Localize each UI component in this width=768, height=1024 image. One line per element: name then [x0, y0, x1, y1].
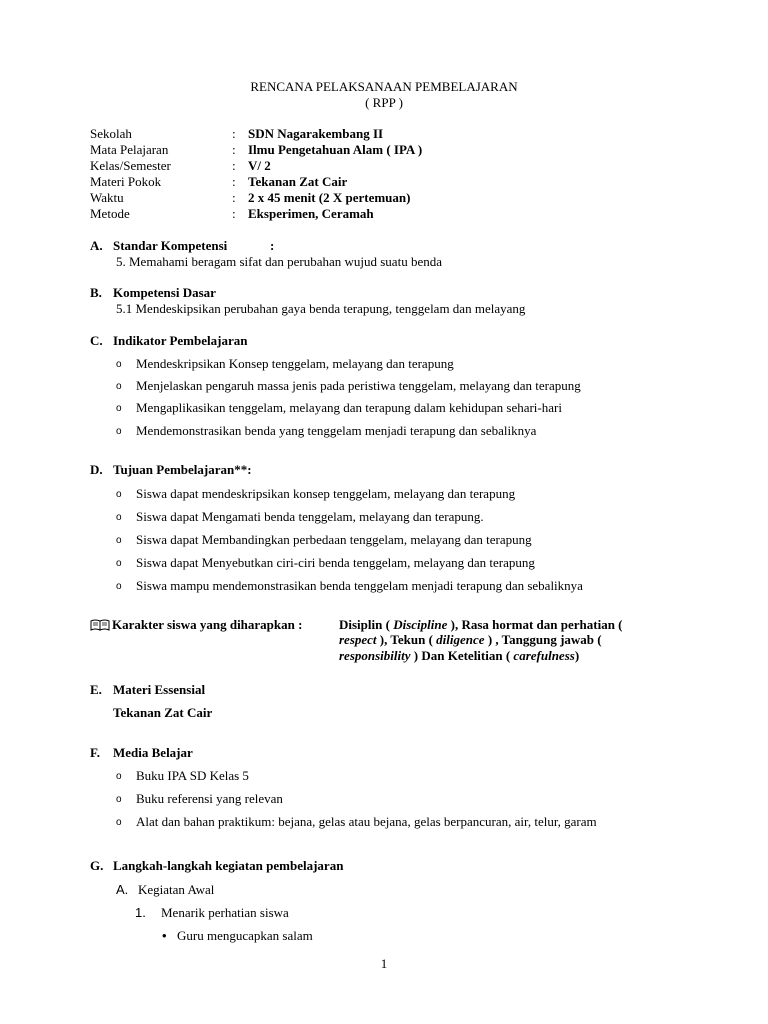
info-label: Waktu: [90, 190, 124, 205]
karakter-line-1: Disiplin ( Discipline ), Rasa hormat dan perhatian (: [339, 617, 623, 632]
info-label: Mata Pelajaran: [90, 142, 169, 157]
info-colon: :: [232, 142, 236, 157]
section-g-num: 1.: [135, 905, 146, 920]
section-e-text: Tekanan Zat Cair: [113, 705, 213, 720]
section-a-letter: A.: [90, 238, 103, 253]
section-b-text: 5.1 Mendeskipsikan perubahan gaya benda terapung, tenggelam dan melayang: [116, 301, 526, 316]
section-f-letter: F.: [90, 745, 100, 760]
list-item: Alat dan bahan praktikum: bejana, gelas atau bejana, gelas berpancuran, air, telur, garam: [136, 814, 597, 829]
info-label: Kelas/Semester: [90, 158, 171, 173]
list-item: Siswa mampu mendemonstrasikan benda tenggelam menjadi terapung dan sebaliknya: [136, 578, 583, 593]
info-value: Eksperimen, Ceramah: [248, 206, 374, 221]
info-value: V/ 2: [248, 158, 271, 173]
info-label: Metode: [90, 206, 130, 221]
info-colon: :: [232, 174, 236, 189]
list-item: Buku referensi yang relevan: [136, 791, 283, 806]
list-bullet: o: [116, 581, 122, 592]
list-item: Siswa dapat Membandingkan perbedaan tenggelam, melayang dan terapung: [136, 532, 532, 547]
section-b-title: Kompetensi Dasar: [113, 285, 216, 300]
list-item: Menjelaskan pengaruh massa jenis pada peristiwa tenggelam, melayang dan terapung: [136, 378, 581, 393]
section-d-letter: D.: [90, 462, 103, 477]
info-value: SDN Nagarakembang II: [248, 126, 384, 141]
list-bullet: o: [116, 817, 122, 828]
section-a-title: Standar Kompetensi: [113, 238, 228, 253]
info-colon: :: [232, 158, 236, 173]
list-bullet: o: [116, 359, 122, 370]
section-c-title: Indikator Pembelajaran: [113, 333, 248, 348]
list-bullet: o: [116, 771, 122, 782]
section-e-title: Materi Essensial: [113, 682, 206, 697]
list-bullet: o: [116, 535, 122, 546]
list-bullet: o: [116, 558, 122, 569]
section-g-num-title: Menarik perhatian siswa: [161, 905, 289, 920]
list-item: Mengaplikasikan tenggelam, melayang dan terapung dalam kehidupan sehari-hari: [136, 400, 562, 415]
section-d-title: Tujuan Pembelajaran**:: [113, 462, 252, 477]
info-colon: :: [232, 206, 236, 221]
karakter-line-2: respect ), Tekun ( diligence ) , Tanggung jawab (: [339, 632, 602, 647]
info-label: Sekolah: [90, 126, 132, 141]
section-g-sub-title: Kegiatan Awal: [138, 882, 215, 897]
karakter-line-3: responsibility ) Dan Ketelitian ( carefulness): [339, 648, 580, 663]
list-bullet: o: [116, 426, 122, 437]
section-c-letter: C.: [90, 333, 103, 348]
section-e-letter: E.: [90, 682, 102, 697]
info-value: 2 x 45 menit (2 X pertemuan): [248, 190, 411, 205]
document-subtitle: ( RPP ): [365, 95, 403, 110]
section-f-title: Media Belajar: [113, 745, 193, 760]
book-icon: [90, 619, 110, 635]
section-g-letter: G.: [90, 858, 104, 873]
list-bullet: o: [116, 381, 122, 392]
section-a-text: 5. Memahami beragam sifat dan perubahan wujud suatu benda: [116, 254, 442, 269]
list-item: Mendeskripsikan Konsep tenggelam, melayang dan terapung: [136, 356, 454, 371]
info-value: Ilmu Pengetahuan Alam ( IPA ): [248, 142, 423, 157]
section-a-colon: :: [270, 238, 275, 253]
list-item: Siswa dapat mendeskripsikan konsep tenggelam, melayang dan terapung: [136, 486, 516, 501]
list-item: Buku IPA SD Kelas 5: [136, 768, 249, 783]
list-item: Mendemonstrasikan benda yang tenggelam menjadi terapung dan sebaliknya: [136, 423, 537, 438]
section-b-letter: B.: [90, 285, 102, 300]
info-value: Tekanan Zat Cair: [248, 174, 348, 189]
section-g-sub-letter: A.: [116, 882, 129, 897]
list-bullet: o: [116, 794, 122, 805]
list-item: Siswa dapat Mengamati benda tenggelam, melayang dan terapung.: [136, 509, 484, 524]
info-colon: :: [232, 126, 236, 141]
list-bullet: o: [116, 403, 122, 414]
karakter-label: Karakter siswa yang diharapkan :: [112, 617, 303, 632]
list-bullet: o: [116, 512, 122, 523]
list-item: Siswa dapat Menyebutkan ciri-ciri benda tenggelam, melayang dan terapung: [136, 555, 535, 570]
list-item: Guru mengucapkan salam: [177, 928, 313, 943]
page-number: 1: [380, 956, 388, 971]
info-colon: :: [232, 190, 236, 205]
section-g-title: Langkah-langkah kegiatan pembelajaran: [113, 858, 344, 873]
document-title: RENCANA PELAKSANAAN PEMBELAJARAN: [250, 79, 518, 94]
info-label: Materi Pokok: [90, 174, 162, 189]
list-bullet: o: [116, 489, 122, 500]
dot-bullet: •: [162, 928, 167, 943]
